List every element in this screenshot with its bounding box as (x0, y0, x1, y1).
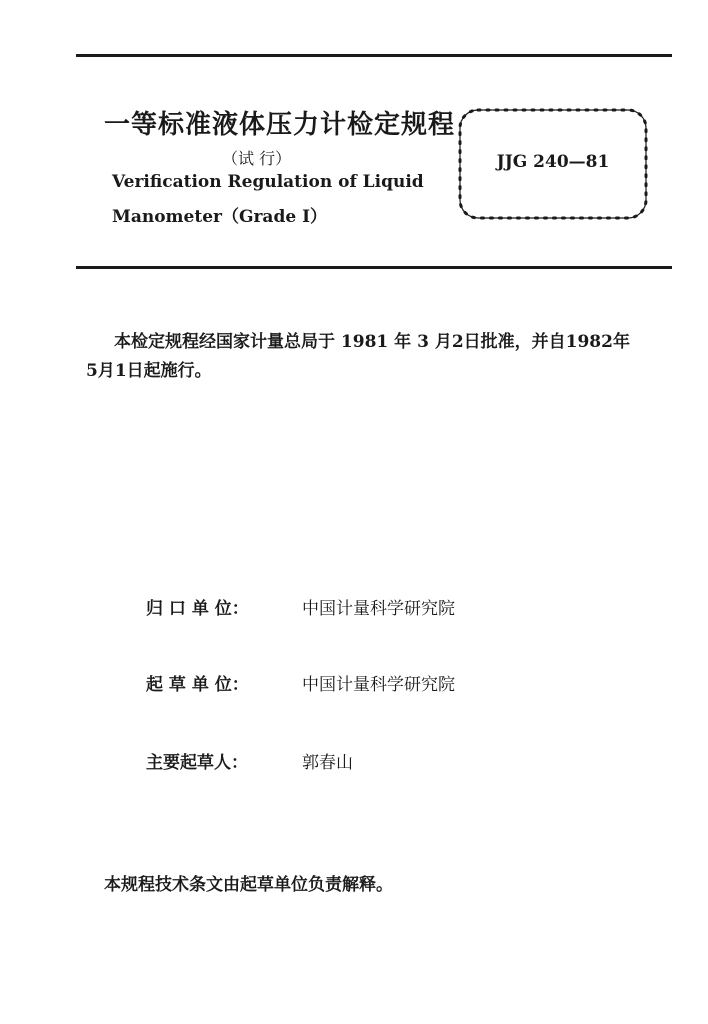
drafting-unit-value: 中国计量科学研究院 (302, 675, 455, 695)
responsible-unit-value: 中国计量科学研究院 (302, 599, 455, 619)
responsible-unit-label: 归 口 单 位： (146, 599, 249, 619)
approval-line-1: 本检定规程经国家计量总局于 1981 年 3 月2日批准，并自1982年 (114, 332, 630, 352)
approval-paragraph (86, 328, 686, 386)
trial-label: （试 行） (222, 149, 292, 168)
main-drafter-label: 主要起草人： (146, 753, 248, 773)
drafting-unit-label: 起 草 单 位： (146, 675, 249, 695)
main-drafter-row (146, 748, 353, 773)
approval-line-2: 5月1日起施行。 (86, 361, 212, 381)
responsible-unit-row (146, 594, 455, 619)
main-drafter-value: 郭春山 (302, 753, 353, 773)
bottom-rule (76, 266, 672, 269)
document-title-english-line-2: Manometer（Grade Ⅰ） (112, 207, 328, 227)
regulation-code: JJG 240—81 (496, 152, 610, 172)
document-title-english-line-1: Verification Regulation of Liquid (112, 172, 424, 192)
document-title-chinese: 一等标准液体压力计检定规程 (104, 110, 456, 140)
top-rule (76, 54, 672, 57)
drafting-unit-row (146, 670, 455, 695)
interpretation-note: 本规程技术条文由起草单位负责解释。 (104, 875, 393, 895)
